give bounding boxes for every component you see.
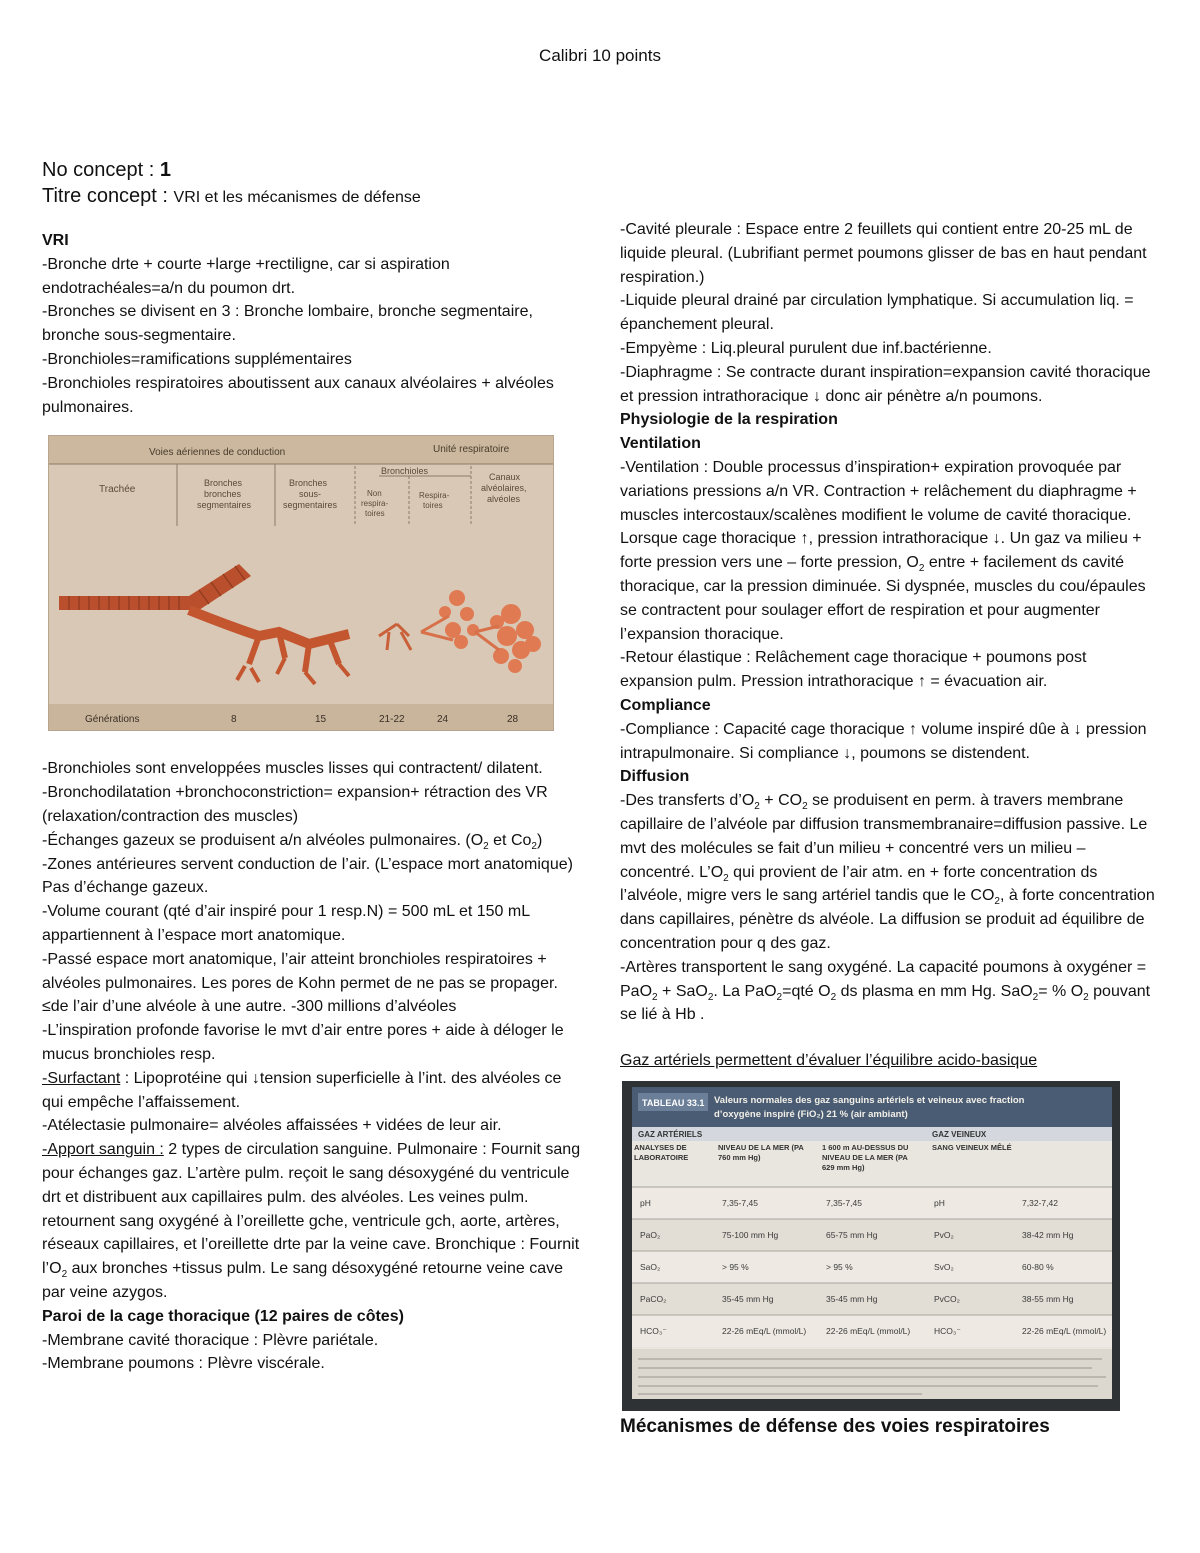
- p7-text-b: et Co: [488, 831, 532, 849]
- heading-diffusion: Diffusion: [620, 768, 690, 786]
- paragraph: -Diaphragme : Se contracte durant inspiration=expansion cavité thoracique et pression intrathoracique ↓ donc air pénètre a/n poumons.: [620, 363, 1151, 405]
- table-cell: 22-26 mEq/L (mmol/L): [826, 1325, 911, 1336]
- heading-ventilation: Ventilation: [620, 435, 701, 453]
- table-cell: 35-45 mm Hg: [826, 1293, 878, 1304]
- paragraph: [42, 829, 582, 853]
- concept-title-label: Titre concept :: [42, 185, 174, 207]
- table-header-venous: GAZ VEINEUX: [932, 1129, 987, 1139]
- subscript: 2: [802, 801, 808, 813]
- subscript: 2: [531, 840, 537, 852]
- table-cell: pH: [934, 1197, 945, 1208]
- figure1-top-left: Voies aériennes de conduction: [149, 447, 286, 459]
- generation-value: 24: [437, 714, 449, 726]
- heading-mecanismes: Mécanismes de défense des voies respiratoires: [620, 1415, 1050, 1437]
- table-header-arterial: GAZ ARTÉRIELS: [638, 1129, 703, 1139]
- figure1-col3b: sous-: [299, 489, 322, 500]
- paragraph: -Volume courant (qté d’air inspiré pour 1 resp.N) = 500 mL et 150 mL appartiennent à l’espace mort anatomique.: [42, 903, 530, 944]
- surfactant-label: -Surfactant: [42, 1069, 121, 1087]
- table-rows: [632, 1187, 1112, 1347]
- ventilation-text-b: entre + facilement ds cavité thoracique, car la pression diminuée. Si dyspnée, muscles du cou/épaules se contractent pour soulager effort de respiration et pour augmenter l’expansion thoracique.: [620, 554, 1146, 643]
- paragraph: [42, 1138, 582, 1305]
- figure1-generations-label: Générations: [85, 714, 140, 726]
- paragraph: -Bronches se divisent en 3 : Bronche lombaire, bronche segmentaire, bronche sous-segmentaire.: [42, 303, 533, 345]
- paragraph: -Bronche drte + courte +large +rectiligne, car si aspiration endotrachéales=a/n du poumon drt.: [42, 255, 450, 297]
- concept-title: [42, 183, 582, 211]
- table-cell: PaCO₂: [640, 1293, 667, 1304]
- bronchial-tree-illustration: [49, 436, 554, 731]
- bronchial-tree-figure: [48, 435, 554, 731]
- table-cell: 22-26 mEq/L (mmol/L): [722, 1325, 807, 1336]
- concept-number-value: 1: [159, 159, 171, 181]
- page-header: Calibri 10 points: [539, 46, 661, 65]
- arteres-text-e: ds plasma en mm Hg. SaO: [836, 982, 1033, 1000]
- paragraph: [620, 456, 1160, 646]
- figure1-col2b: bronches: [204, 489, 242, 500]
- paragraph: -Passé espace mort anatomique, l’air atteint bronchioles respiratoires + alvéoles pulmonaires. Les pores de Kohn permet de ne pas se propager.: [42, 950, 558, 992]
- table-cell: 7,35-7,45: [722, 1197, 758, 1208]
- paragraph: -Retour élastique : Relâchement cage thoracique + poumons post expansion pulm. Pression intrathoracique ↑ = évacuation air.: [620, 649, 1087, 691]
- heading-gaz-arteriels: Gaz artériels permettent d’évaluer l’équilibre acido-basique: [620, 1052, 1038, 1070]
- table-title-line1: Valeurs normales des gaz sanguins artériels et veineux avec fraction: [714, 1094, 1025, 1106]
- apport-sanguin-text-a: 2 types de circulation sanguine. Pulmonaire : Fournit sang pour échanges gaz. L’artère pulm. reçoit le sang désoxygéné du ventricule drt et distribuent aux capillaires pulm. des alvéoles. Les veines pulm. retournent sang oxygéné à l’oreillette gche, ventricule gch, aorte, artères, réseaux capillaires, et l’oreillette drte par la veine cave. Bronchique : Fournit l’O: [42, 1141, 581, 1278]
- subscript: 2: [918, 563, 925, 575]
- blood-gas-table-figure: [622, 1081, 1120, 1411]
- table-cell: 60-80 %: [1022, 1261, 1054, 1272]
- table-cell: > 95 %: [722, 1261, 749, 1272]
- table-cell: SvO₂: [934, 1261, 954, 1272]
- concept-number: [42, 157, 582, 183]
- paragraph: -L’inspiration profonde favorise le mvt d’air entre pores + aide à déloger le mucus bronchioles resp.: [42, 1022, 564, 1063]
- heading-compliance: Compliance: [620, 696, 711, 714]
- p7-text-a: -Échanges gazeux se produisent a/n alvéoles pulmonaires. (O: [42, 831, 484, 849]
- generation-value: 8: [231, 714, 237, 726]
- table-cell: SaO₂: [640, 1261, 661, 1272]
- right-column: [620, 218, 1160, 1439]
- left-column: [42, 157, 582, 1376]
- subscript: 2: [994, 896, 1000, 908]
- table-header-altitude: 1 600 m AU-DESSUS DU NIVEAU DE LA MER (PA 629 mm Hg): [822, 1142, 909, 1172]
- table-cell: 38-42 mm Hg: [1022, 1229, 1074, 1240]
- figure1-col1: Trachée: [99, 484, 136, 496]
- subscript: 2: [652, 991, 658, 1003]
- paragraph: -Compliance : Capacité cage thoracique ↑ volume inspiré dûe à ↓ pression intrapulmonaire. Si compliance ↓, poumons se distendent.: [620, 720, 1147, 762]
- subscript: 2: [776, 991, 783, 1003]
- table-badge: TABLEAU 33.1: [642, 1097, 705, 1108]
- subscript: 2: [723, 872, 729, 884]
- generation-value: 21-22: [379, 714, 405, 726]
- figure1-col3c: segmentaires: [283, 500, 338, 511]
- figure1-col5a: Canaux: [489, 472, 521, 483]
- figure1-col4a2: respira-: [361, 499, 389, 509]
- subscript: 2: [1032, 991, 1039, 1003]
- heading-vri: VRI: [42, 232, 69, 249]
- diffusion-text-e: , à forte concentration dans capillaires, pénètre ds alvéole. La diffusion se produit ad équilibre de concentration pour q des gaz.: [620, 887, 1155, 952]
- p7-text-c: ): [536, 831, 543, 849]
- paragraph: [42, 1067, 582, 1115]
- table-header-analyses: ANALYSES DE LABORATOIRE: [634, 1142, 689, 1162]
- apport-sanguin-text-b: aux bronches +tissus pulm. Le sang désoxygéné retourne veine cave par veine azygos.: [42, 1260, 563, 1301]
- subscript: 2: [1083, 991, 1089, 1003]
- paragraph: -Membrane poumons : Plèvre viscérale.: [42, 1355, 325, 1373]
- diffusion-text-a: -Des transferts d’O: [620, 792, 755, 810]
- paragraph: -Empyème : Liq.pleural purulent due inf.bactérienne.: [620, 339, 992, 357]
- subscript: 2: [483, 840, 489, 852]
- paragraph: -Bronchodilatation +bronchoconstriction= expansion+ rétraction des VR (relaxation/contraction des muscles): [42, 784, 548, 825]
- surfactant-text: : Lipoprotéine qui ↓tension superficielle à l’int. des alvéoles ce qui empêche l’affaissement.: [42, 1069, 562, 1111]
- concept-title-value: VRI et les mécanismes de défense: [173, 189, 421, 206]
- table-cell: 35-45 mm Hg: [722, 1293, 774, 1304]
- blood-gas-table: [622, 1081, 1120, 1411]
- figure1-col4a3: toires: [365, 509, 385, 519]
- diffusion-text-b: + CO: [759, 792, 803, 810]
- paragraph: -Bronchioles respiratoires aboutissent aux canaux alvéolaires + alvéoles pulmonaires.: [42, 374, 554, 416]
- figure1-col4b1: Respira-: [419, 491, 450, 501]
- table-cell: 7,32-7,42: [1022, 1197, 1058, 1208]
- table-cell: 75-100 mm Hg: [722, 1229, 779, 1240]
- table-cell: HCO₃⁻: [640, 1325, 667, 1336]
- diffusion-text-d: qui provient de l’air atm. en + forte concentration ds l’alvéole, migre vers le sang artériel tandis que le CO: [620, 863, 1098, 905]
- arteres-text-b: + SaO: [657, 982, 708, 1000]
- paragraph: [620, 789, 1160, 956]
- arteres-text-d: =qté O: [782, 982, 831, 1000]
- apport-sanguin-label: -Apport sanguin :: [42, 1141, 164, 1159]
- concept-number-label: No concept :: [42, 159, 160, 181]
- heading-physiologie: Physiologie de la respiration: [620, 411, 838, 429]
- heading-paroi: Paroi de la cage thoracique (12 paires de côtes): [42, 1307, 404, 1325]
- paragraph: -Bronchioles=ramifications supplémentaires: [42, 350, 352, 368]
- paragraph: [620, 956, 1160, 1027]
- paragraph: -Cavité pleurale : Espace entre 2 feuillets qui contient entre 20-25 mL de liquide pleural. (Lubrifiant permet poumons glisser de bas en haut pendant respiration.): [620, 221, 1147, 286]
- paragraph: -Zones antérieures servent conduction de l’air. (L’espace mort anatomique) Pas d’échange gazeux.: [42, 855, 573, 897]
- table-cell: PaO₂: [640, 1229, 661, 1240]
- figure1-col2c: segmentaires: [197, 500, 252, 511]
- table-cell: HCO₃⁻: [934, 1325, 961, 1336]
- table-header-sea-level: NIVEAU DE LA MER (PA 760 mm Hg): [718, 1142, 804, 1162]
- table-title-line2: d’oxygène inspiré (FiO₂) 21 % (air ambiant): [714, 1108, 908, 1120]
- table-cell: 22-26 mEq/L (mmol/L): [1022, 1325, 1107, 1336]
- table-cell: pH: [640, 1197, 651, 1208]
- arteres-text-c: . La PaO: [713, 982, 777, 1000]
- arteres-text-g: pouvant se lié à Hb .: [620, 982, 1151, 1024]
- subscript: 2: [830, 991, 837, 1003]
- table-cell: 38-55 mm Hg: [1022, 1293, 1074, 1304]
- figure1-col2a: Bronches: [204, 478, 243, 489]
- generation-value: 28: [507, 714, 519, 726]
- table-cell: PvO₂: [934, 1229, 954, 1240]
- arteres-text-f: = % O: [1038, 982, 1084, 1000]
- figure1-col4: Bronchioles: [381, 466, 429, 477]
- figure1-col3a: Bronches: [289, 478, 328, 489]
- ventilation-text-a: -Ventilation : Double processus d’inspiration+ expiration provoquée par variations pressions a/n VR. Contraction + relâchement du diaphragme + muscles intercostaux/scalènes modifient le volume de cavité thoracique. Lorsque cage thoracique ↑, pression intrathoracique ↓. Un gaz va milieu + forte pression vers une – forte pression, O: [620, 458, 1142, 572]
- figure1-col4a1: Non: [367, 489, 382, 499]
- subscript: 2: [754, 801, 760, 813]
- paragraph: ≤de l’air d’une alvéole à une autre. -300 millions d’alvéoles: [42, 998, 457, 1016]
- subscript: 2: [707, 991, 714, 1003]
- arteres-text-a: -Artères transportent le sang oxygéné. La capacité poumons à oxygéner = PaO: [620, 958, 1147, 1000]
- figure1-col5b: alvéolaires,: [481, 483, 527, 494]
- table-cell: > 95 %: [826, 1261, 853, 1272]
- paragraph: -Bronchioles sont enveloppées muscles lisses qui contractent/ dilatent.: [42, 760, 543, 778]
- paragraph: -Atélectasie pulmonaire= alvéoles affaissées + vidées de leur air.: [42, 1117, 502, 1135]
- figure1-col4b2: toires: [423, 501, 443, 511]
- table-cell: PvCO₂: [934, 1293, 960, 1304]
- subscript: 2: [61, 1269, 68, 1281]
- generation-value: 15: [315, 714, 327, 726]
- table-header-mixed-venous: SANG VEINEUX MÊLÉ: [932, 1142, 1012, 1152]
- figure1-col5c: alvéoles: [487, 494, 521, 505]
- table-cell: 7,35-7,45: [826, 1197, 862, 1208]
- figure1-top-right: Unité respiratoire: [433, 444, 510, 456]
- paragraph: -Liquide pleural drainé par circulation lymphatique. Si accumulation liq. = épanchement pleural.: [620, 292, 1134, 334]
- paragraph: -Membrane cavité thoracique : Plèvre pariétale.: [42, 1331, 379, 1349]
- diffusion-text-c: se produisent en perm. à travers membrane capillaire de l’alvéole par diffusion transmembranaire=diffusion passive. Le mvt des molécules se fait d’un milieu + concentré vers un milieu – concentré. L’O: [620, 792, 1148, 881]
- table-cell: 65-75 mm Hg: [826, 1229, 878, 1240]
